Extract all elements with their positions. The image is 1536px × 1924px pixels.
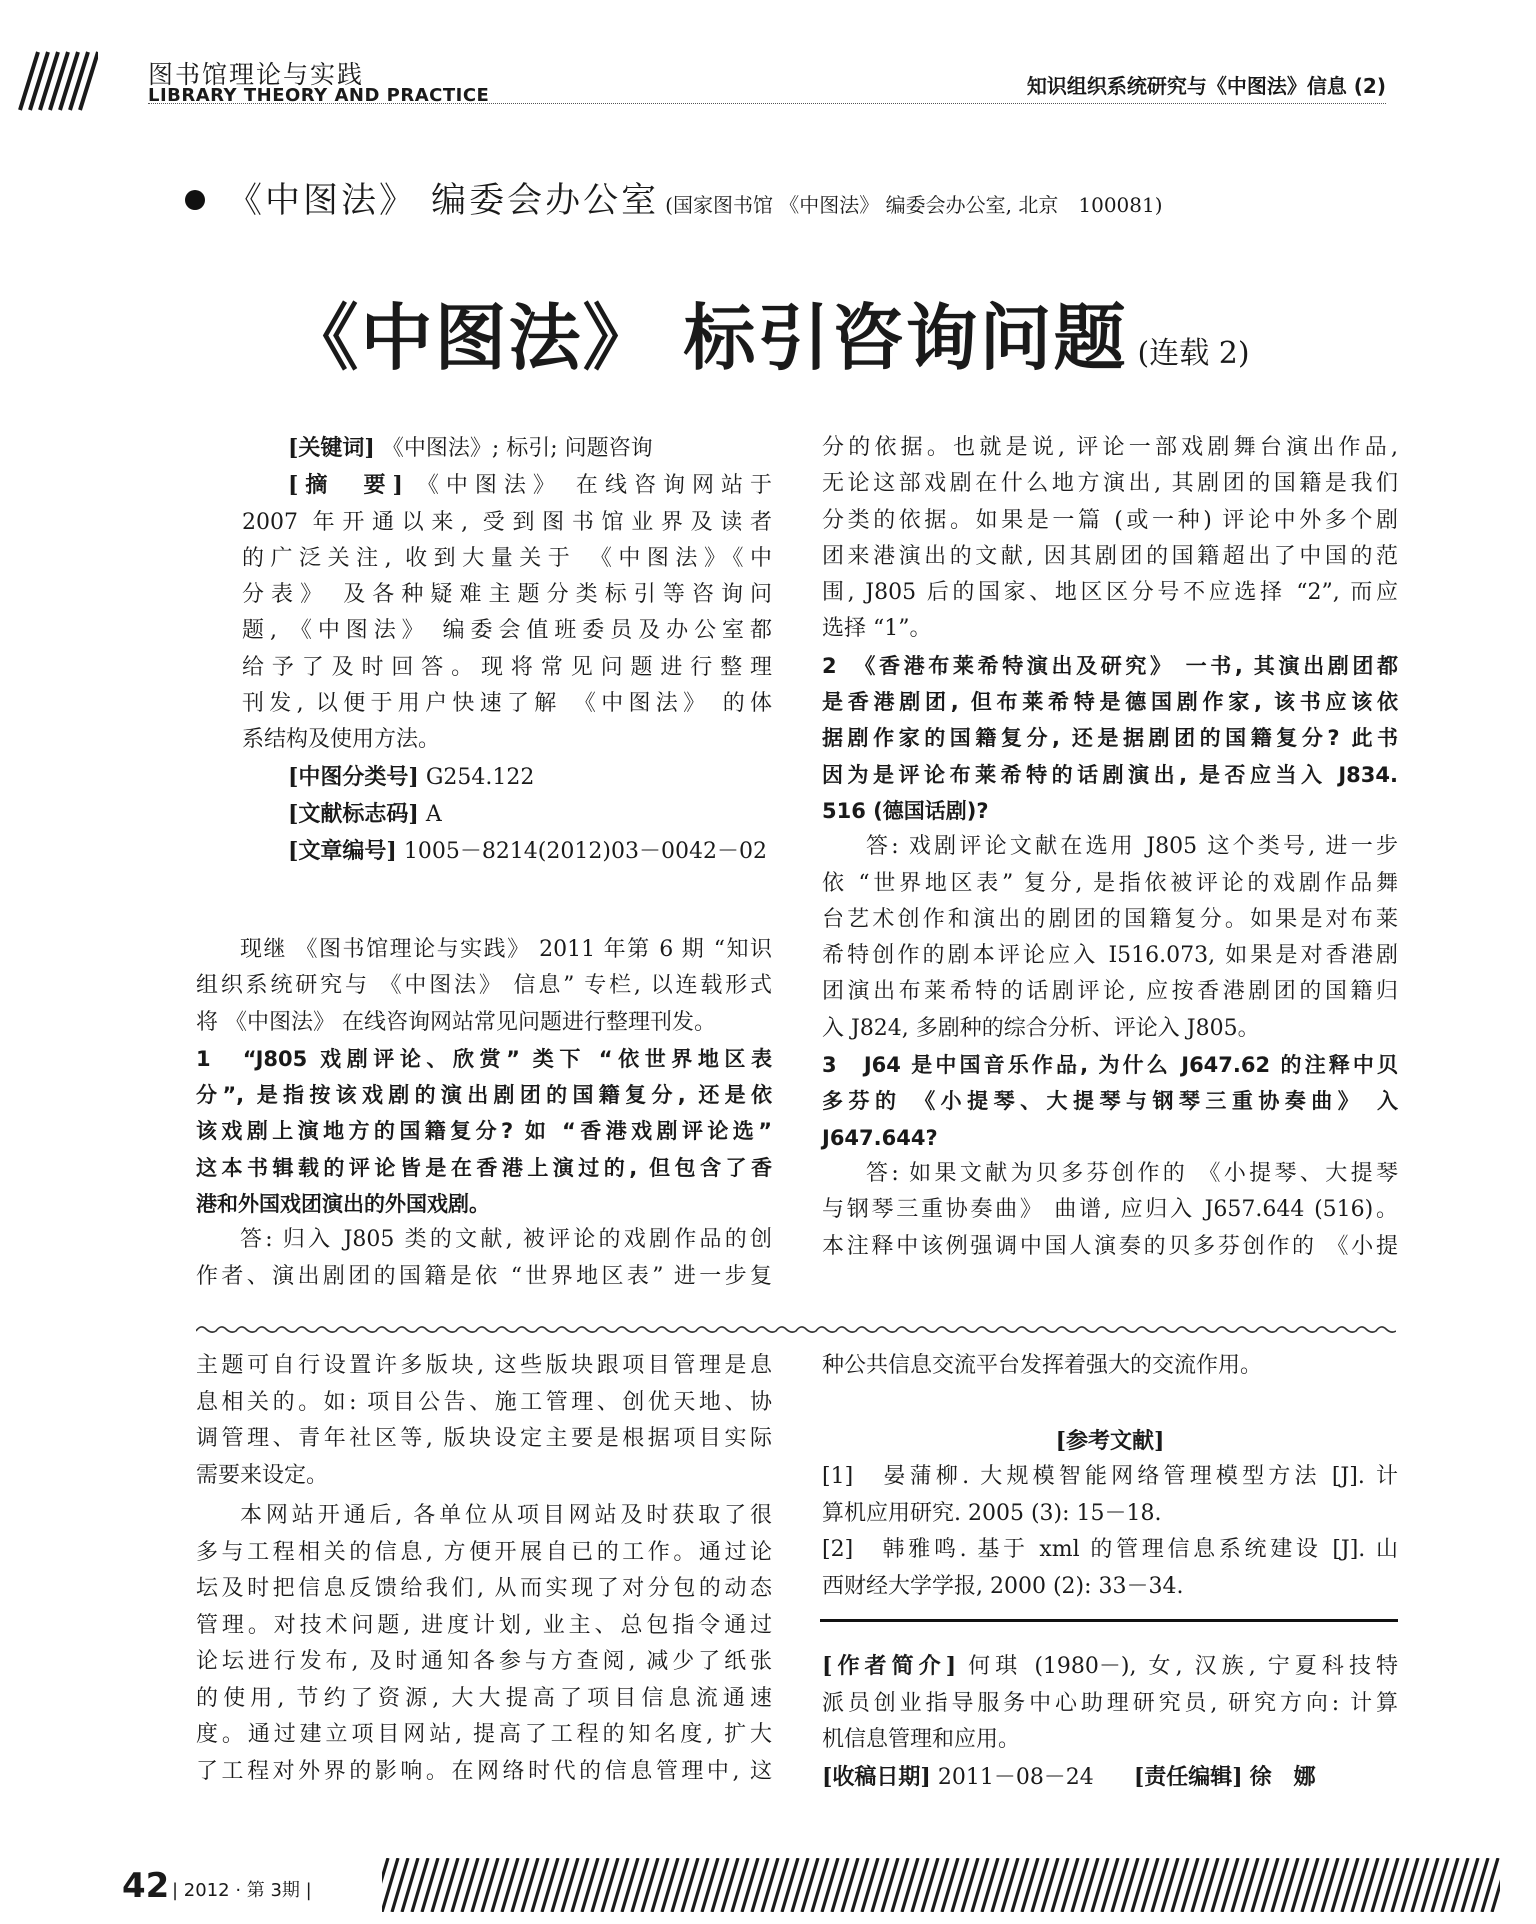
column-title: 知识组织系统研究与《中图法》信息 (2) bbox=[1026, 74, 1386, 98]
article-title bbox=[0, 280, 1536, 384]
bio-line: [作者简介] 何琪 (1980－), 女, 汉族, 宁夏科技特 bbox=[822, 1653, 1399, 1679]
received-date: 2011－08－24 bbox=[937, 1764, 1094, 1790]
editor-name: 徐 娜 bbox=[1249, 1763, 1316, 1790]
prev-article-paragraph: 种公共信息交流平台发挥着强大的交流作用。 bbox=[822, 1353, 1263, 1378]
author-affiliation: (国家图书馆 《中图法》 编委会办公室, 北京 100081) bbox=[665, 193, 1163, 217]
article-no: 1005－8214(2012)03－0042－02 bbox=[403, 839, 767, 865]
left-body bbox=[196, 932, 772, 1295]
clc-line bbox=[288, 759, 772, 796]
abstract bbox=[242, 467, 772, 758]
bottom-right-body bbox=[822, 1348, 1398, 1605]
meta-block bbox=[242, 430, 772, 871]
question-3: 3 J64 是中国音乐作品, 为什么 J647.62 的注释中贝 多芬的 《小提琴、大提琴与钢琴三重协奏曲》 入 J647.644? bbox=[822, 1053, 1398, 1150]
title-serial: (连载 2) bbox=[1137, 336, 1250, 371]
doc-code-label: [文献标志码] bbox=[288, 800, 419, 827]
answer-1-continued: 分的依据。也就是说, 评论一部戏剧舞台演出作品, 无论这部戏剧在什么地方演出, 其剧团的国籍是我们 分类的依据。如果是一篇 (或一种) 评论中外多个剧 团来港演出的文献, 因其剧团的国籍超出了中国的范 围, J805 后的国家、地区区分号不应选择 “2”, 而应 选择 “1”。 bbox=[822, 435, 1398, 642]
abstract-line: 分表》 及各种疑难主题分类标引等咨询问 bbox=[242, 582, 772, 608]
abstract-label: [摘 要] bbox=[288, 472, 403, 499]
keywords-label: [关键词] bbox=[288, 435, 375, 461]
author-organization: 《中图法》 编委会办公室 bbox=[227, 181, 660, 221]
abstract-line: 2007 年开通以来, 受到图书馆业界及读者 bbox=[242, 509, 772, 535]
bio-line: 机信息管理和应用。 bbox=[822, 1727, 1021, 1752]
received-label: [收稿日期] bbox=[822, 1763, 931, 1790]
footer-stripes bbox=[382, 1858, 1500, 1912]
answer-2: 答: 戏剧评论文献在选用 J805 这个类号, 进一步 依 “世界地区表” 复分, 是指依被评论的戏剧作品舞 台艺术创作和演出的剧团的国籍复分。如果是对布莱 希特创作的剧本评论应入 I516.073, 如果是对香港剧 团演出布莱希特的话剧评论, 应按香港剧团的国籍归 入 J824, 多剧种的综合分析、评论入 J805。 bbox=[822, 834, 1398, 1041]
reference-item: [2] 韩雅鸣. 基于 xml 的管理信息系统建设 [J]. 山 西财经大学学报, 2000 (2): 33－34. bbox=[822, 1537, 1398, 1599]
doc-code: A bbox=[425, 801, 442, 827]
bullet-icon bbox=[185, 190, 205, 210]
bio-rule bbox=[820, 1619, 1398, 1622]
abstract-line: 题, 《中图法》 编委会值班委员及办公室都 bbox=[242, 618, 772, 644]
byline bbox=[185, 173, 1163, 223]
doc-code-line bbox=[288, 796, 772, 833]
prev-article-paragraph: 主题可自行设置许多版块, 这些版块跟项目管理是息 息相关的。如: 项目公告、施工管理、创优天地、协 调管理、青年社区等, 版块设定主要是根据项目实际 需要来设定。 bbox=[196, 1353, 772, 1488]
journal-logo-stripes bbox=[18, 50, 98, 112]
issue-label: | 2012 · 第 3期 | bbox=[172, 1880, 312, 1901]
answer-1: 答: 归入 J805 类的文献, 被评论的戏剧作品的创 作者、演出剧团的国籍是依 “世界地区表” 进一步复 bbox=[196, 1227, 772, 1289]
abstract-line: [摘 要] 《中图法》 在线咨询网站于 bbox=[288, 472, 772, 499]
received-editor-line bbox=[822, 1759, 1398, 1797]
reference-item: [1] 晏蒲柳. 大规模智能网络管理模型方法 [J]. 计 算机应用研究. 2005 (3): 15－18. bbox=[822, 1464, 1398, 1526]
intro-paragraph: 现继 《图书馆理论与实践》 2011 年第 6 期 “知识 组织系统研究与 《中图法》 信息” 专栏, 以连载形式 将 《中图法》 在线咨询网站常见问题进行整理刊发。 bbox=[196, 937, 772, 1035]
abstract-line: 刊发, 以便于用户快速了解 《中图法》 的体 bbox=[242, 691, 772, 717]
abstract-line: 给予了及时回答。现将常见问题进行整理 bbox=[242, 654, 772, 680]
abstract-line: 的广泛关注, 收到大量关于 《中图法》《中 bbox=[242, 545, 772, 571]
clc-number: G254.122 bbox=[425, 764, 535, 790]
editor-label: [责任编辑] bbox=[1133, 1763, 1243, 1790]
wavy-divider bbox=[196, 1322, 1396, 1336]
header-rule bbox=[148, 103, 1386, 104]
title-main: 《中图法》 标引咨询问题 bbox=[286, 295, 1128, 380]
article-no-line bbox=[288, 833, 772, 870]
answer-3: 答: 如果文献为贝多芬创作的 《小提琴、大提琴 与钢琴三重协奏曲》 曲谱, 应归入 J657.644 (516)。 本注释中该例强调中国人演奏的贝多芬创作的 《小提 bbox=[822, 1160, 1398, 1259]
journal-name-cn: 图书馆理论与实践 bbox=[148, 60, 365, 89]
prev-article-paragraph: 本网站开通后, 各单位从项目网站及时获取了很 多与工程相关的信息, 方便开展自已的工作。通过论 坛及时把信息反馈给我们, 从而实现了对分包的动态 管理。对技术问题, 进度计划, 业主、总包指令通过 论坛进行发布, 及时通知各参与方查阅, 减少了纸张 的使用, 节约了资源, 大大提高了项目信息流通速 度。通过建立项目网站, 提高了工程的知名度, 扩大 了工程对外界的影响。在网络时代的信息管理中, 这 bbox=[196, 1503, 772, 1784]
bio-label: [作者简介] bbox=[822, 1653, 957, 1679]
question-1: 1 “J805 戏剧评论、欣赏” 类下 “依世界地区表 分”, 是指按该戏剧的演出剧团的国籍复分, 还是依 该戏剧上演地方的国籍复分? 如 “香港戏剧评论选” 这本书辑载的评论皆是在香港上演过的, 但包含了香 港和外国戏团演出的外国戏剧。 bbox=[196, 1046, 772, 1217]
abstract-line: 系结构及使用方法。 bbox=[242, 727, 441, 753]
question-2: 2 《香港布莱希特演出及研究》 一书, 其演出剧团都 是香港剧团, 但布莱希特是德国剧作家, 该书应该依 据剧作家的国籍复分, 还是据剧团的国籍复分? 此书 因为是评论布莱希特的话剧演出, 是否应当入 J834. 516 (德国话剧)? bbox=[822, 653, 1398, 823]
right-body bbox=[822, 430, 1398, 1265]
author-bio bbox=[822, 1648, 1398, 1796]
clc-label: [中图分类号] bbox=[288, 763, 419, 790]
keywords-line bbox=[288, 430, 772, 467]
journal-name-en: LIBRARY THEORY AND PRACTICE bbox=[148, 85, 490, 106]
bottom-left-body bbox=[196, 1348, 772, 1790]
references-heading: [参考文献] bbox=[1055, 1427, 1165, 1454]
keywords: 《中图法》; 标引; 问题咨询 bbox=[381, 436, 653, 461]
page-number: 42 bbox=[122, 1866, 170, 1906]
article-no-label: [文章编号] bbox=[288, 838, 397, 865]
bio-line: 派员创业指导服务中心助理研究员, 研究方向: 计算 bbox=[822, 1690, 1398, 1716]
